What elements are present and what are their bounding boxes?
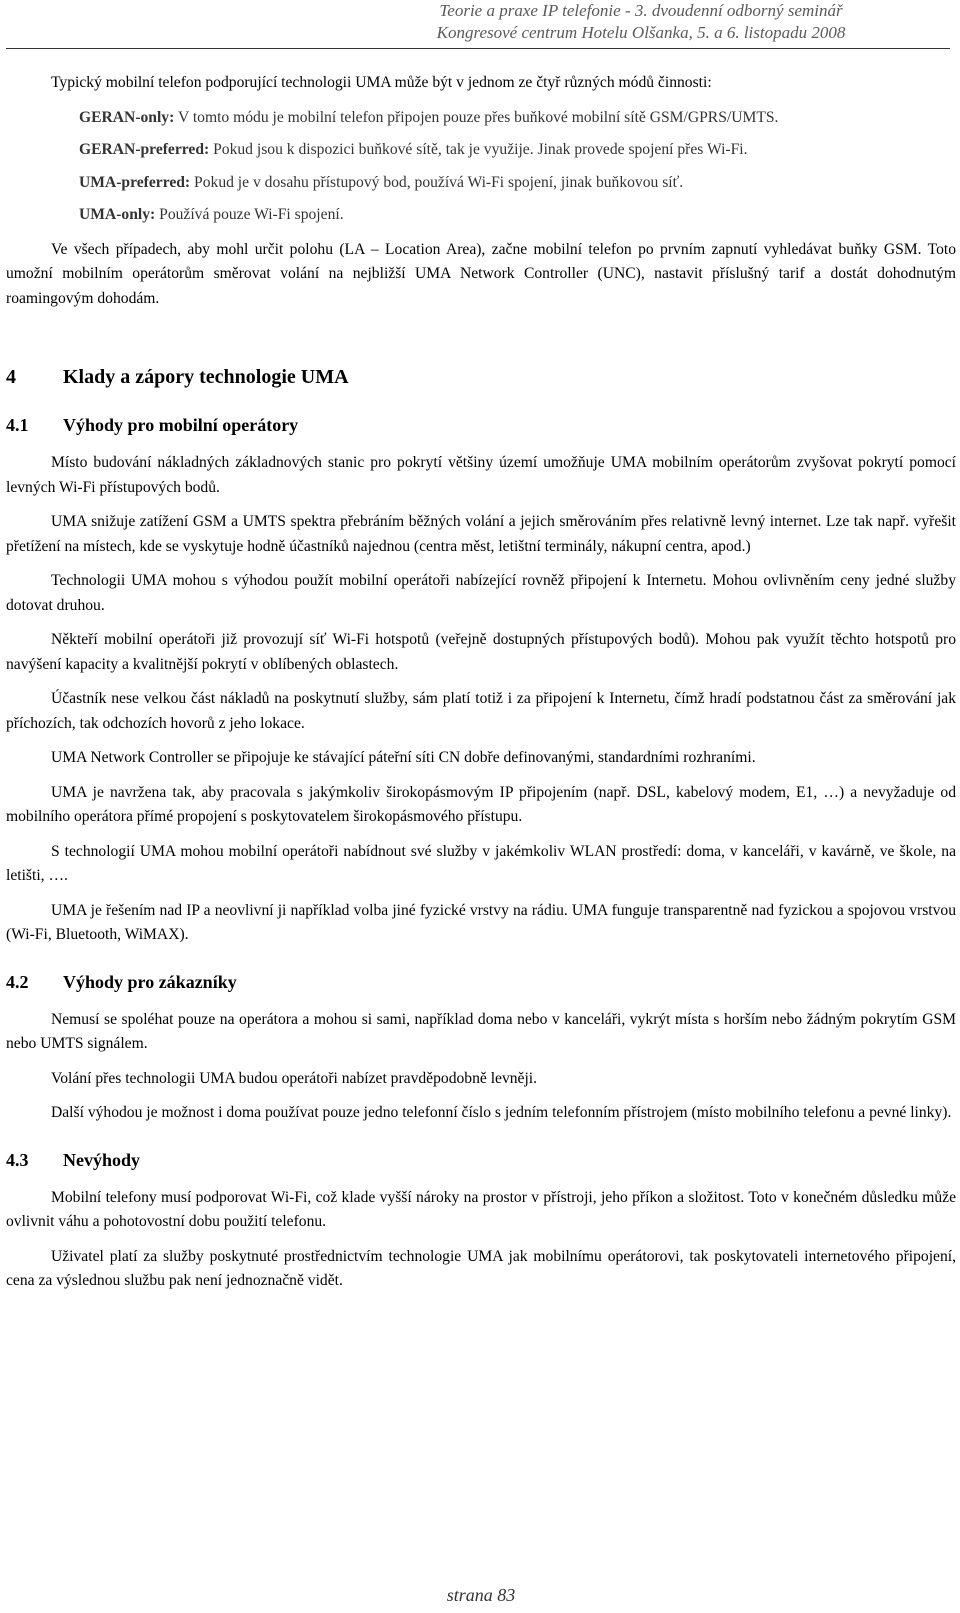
document-page [6,0,956,1605]
mode-term: GERAN-preferred: [79,141,210,158]
paragraph: Místo budování nákladných základnových stanic pro pokrytí většiny území umožňuje UMA mobilním operátorům zvyšovat pokrytí pomocí levných Wi-Fi přístupových bodů. [6,454,956,496]
mode-uma-only [79,203,956,228]
section-title: Klady a zápory technologie UMA [63,366,349,388]
section-number: 4.1 [6,415,29,435]
location-paragraph: Ve všech případech, aby mohl určit polohu (LA – Location Area), začne mobilní telefon po prvním zapnutí vyhledávat buňky GSM. Toto umožní mobilním operátorům směrovat volání na nejbližší UMA Network Controller (UNC), nastavit příslušný tarif a dostát dohodnutým roamingovým dohodám. [6,240,956,307]
section-4-3-heading [6,1148,956,1172]
mode-desc: Pokud jsou k dispozici buňkové sítě, tak je využije. Jinak provede spojení přes Wi-Fi. [213,141,748,158]
paragraph: Uživatel platí za služby poskytnuté prostřednictvím technologie UMA jak mobilnímu operátorovi, tak poskytovateli internetového připojení, cena za výslednou službu pak není jednoznačně vidět. [6,1247,956,1289]
header-rule [6,48,950,49]
section-title: Výhody pro zákazníky [63,971,237,992]
paragraph: S technologií UMA mohou mobilní operátoři nabídnout své služby v jakémkoliv WLAN prostředí: doma, v kanceláři, v kavárně, ve škole, na letišti, …. [6,842,956,884]
section-4-2-heading [6,970,956,994]
paragraph: UMA je řešením nad IP a neovlivní ji například volba jiné fyzické vrstvy na rádiu. UMA funguje transparentně nad fyzickou a spojovou vrstvou (Wi-Fi, Bluetooth, WiMAX). [6,901,956,943]
mode-desc: V tomto módu je mobilní telefon připojen pouze přes buňkové mobilní sítě GSM/GPRS/UMTS. [177,108,779,126]
paragraph: UMA je navržena tak, aby pracovala s jakýmkoliv širokopásmovým IP připojením (např. DSL, kabelový modem, E1, …) a nevyžaduje od mobilního operátora přímé propojení s poskytovatelem širokopásmového přístupu. [6,783,956,825]
section-4-heading [6,364,956,390]
mode-desc: Používá pouze Wi-Fi spojení. [159,206,344,223]
section-number: 4.2 [6,971,29,992]
mode-uma-preferred [79,171,956,196]
mode-geran-only [79,106,956,131]
header-line-2: Kongresové centrum Hotelu Olšanka, 5. a 6. listopadu 2008 [436,23,846,42]
paragraph: Další výhodou je možnost i doma používat pouze jedno telefonní číslo s jedním telefonním přístrojem (místo mobilního telefonu a pevné linky). [51,1104,952,1121]
page-footer: strana 83 [446,1585,516,1605]
mode-term: UMA-preferred: [79,173,191,191]
paragraph: UMA snižuje zatížení GSM a UMTS spektra přebráním běžných volání a jejich směrováním přes relativně levný internet. Lze tak např. vyřešit přetížení na místech, kde se vyskytuje hodně účastníků najednou (centra měst, letištní terminály, nákupní centra, apod.) [6,513,956,555]
mode-term: UMA-only: [79,206,156,223]
paragraph: Mobilní telefony musí podporovat Wi-Fi, což klade vyšší nároky na prostor v přístroji, jeho příkon a složitost. Toto v konečném důsledku může ovlivnit váhu a pohotovostní dobu použití telefonu. [6,1188,956,1230]
section-4-1-heading [6,413,956,437]
mode-geran-preferred [79,138,956,163]
page-header [406,0,876,44]
paragraph: Nemusí se spoléhat pouze na operátora a mohou si sami, například doma nebo v kanceláři, vykrýt místa s horším nebo žádným pokrytím GSM nebo UMTS signálem. [6,1010,956,1052]
section-title: Výhody pro mobilní operátory [63,415,299,435]
section-title: Nevýhody [63,1149,141,1170]
header-line-1: Teorie a praxe IP telefonie - 3. dvoudenní odborný seminář [439,1,843,20]
mode-term: GERAN-only: [79,108,175,126]
paragraph: Volání přes technologii UMA budou operátoři nabízet pravděpodobně levněji. [51,1069,538,1087]
paragraph: Účastník nese velkou část nákladů na poskytnutí služby, sám platí totiž i za připojení k Internetu, čímž hradí podstatnou část za směrování jak příchozích, tak odchozích hovorů z jeho lokace. [6,690,956,732]
section-number: 4.3 [6,1149,29,1170]
mode-desc: Pokud je v dosahu přístupový bod, používá Wi-Fi spojení, jinak buňkovou síť. [194,173,684,191]
paragraph: UMA Network Controller se připojuje ke stávající páteřní síti CN dobře definovanými, standardními rozhraními. [51,749,756,766]
section-number: 4 [6,366,16,388]
paragraph: Technologii UMA mohou s výhodou použít mobilní operátoři nabízející rovněž připojení k Internetu. Mohou ovlivněním ceny jedné služby dotovat druhou. [6,572,956,614]
intro-paragraph: Typický mobilní telefon podporující technologii UMA může být v jednom ze čtyř různých módů činnosti: [51,74,712,91]
paragraph: Někteří mobilní operátoři již provozují síť Wi-Fi hotspotů (veřejně dostupných přístupových bodů). Mohou pak využít těchto hotspotů pro navýšení kapacity a kvalitnější pokrytí v oblíbených oblastech. [6,631,956,673]
